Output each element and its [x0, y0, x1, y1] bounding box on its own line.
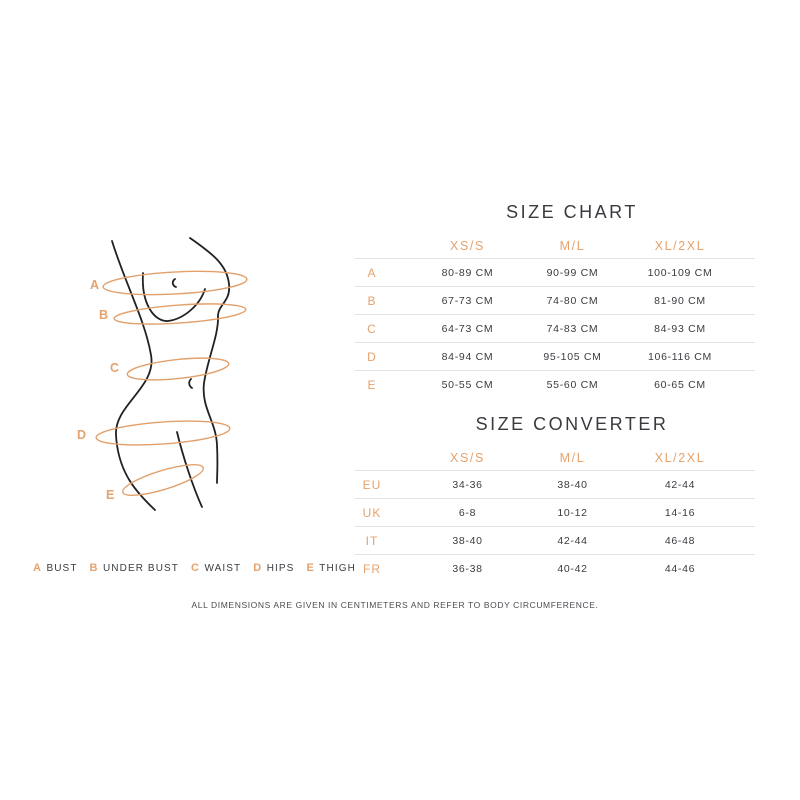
row-label: E: [367, 378, 377, 392]
row-label: B: [367, 294, 377, 308]
legend-letter: A: [33, 562, 42, 574]
legend-letter: E: [306, 562, 315, 574]
legend-label: UNDER BUST: [102, 563, 179, 574]
figure-marker-a: A: [90, 278, 100, 292]
navel-mark: [189, 379, 192, 388]
table-cell: 36-38: [452, 563, 483, 575]
measure-ellipse-thigh: [120, 459, 206, 502]
row-label: C: [367, 322, 377, 336]
table-row-e: [355, 370, 755, 398]
table-row-d: [355, 342, 755, 370]
size-chart-table: [355, 234, 755, 398]
inner-thigh-line: [177, 432, 202, 507]
table-cell: 14-16: [664, 507, 696, 519]
table-cell: 42-44: [664, 479, 696, 491]
column-header-empty: [355, 234, 415, 258]
body-measurement-figure: [65, 205, 275, 535]
table-row-a: [355, 258, 755, 286]
size-chart-header-row: [355, 234, 755, 258]
measure-ellipse-waist: [126, 354, 229, 384]
legend-item-thigh: [306, 562, 355, 574]
column-header-empty: [355, 446, 415, 470]
legend-item-bust: [33, 562, 78, 574]
legend-item-hips: [253, 562, 294, 574]
table-cell: 90-99 CM: [546, 267, 599, 279]
row-label: EU: [362, 478, 382, 492]
table-row-fr: [355, 554, 755, 582]
table-cell: 44-46: [664, 563, 696, 575]
table-cell: 55-60 CM: [546, 379, 599, 391]
legend-label: HIPS: [266, 563, 295, 574]
table-row-it: [355, 526, 755, 554]
table-cell: 106-116 CM: [647, 351, 712, 363]
table-cell: 74-83 CM: [546, 323, 599, 335]
column-header-ml: M/L: [559, 239, 586, 253]
column-header-ml: M/L: [559, 451, 586, 465]
table-cell: 67-73 CM: [441, 295, 494, 307]
table-row-eu: [355, 470, 755, 498]
table-cell: 60-65 CM: [654, 379, 706, 391]
table-cell: 10-12: [557, 507, 588, 519]
table-cell: 50-55 CM: [441, 379, 494, 391]
legend-label: WAIST: [204, 563, 242, 574]
row-label: A: [367, 266, 377, 280]
table-cell: 38-40: [557, 479, 588, 491]
table-cell: 74-80 CM: [546, 295, 599, 307]
legend-letter: B: [89, 562, 98, 574]
table-cell: 81-90 CM: [654, 295, 706, 307]
row-label: D: [367, 350, 377, 364]
row-label: IT: [365, 534, 379, 548]
table-cell: 80-89 CM: [441, 267, 494, 279]
column-header-xss: XS/S: [450, 239, 485, 253]
footnote: ALL DIMENSIONS ARE GIVEN IN CENTIMETERS AND REFER TO BODY CIRCUMFERENCE.: [191, 600, 599, 610]
column-header-xl2xl: XL/2XL: [654, 239, 706, 253]
legend-item-waist: [191, 562, 241, 574]
table-cell: 38-40: [452, 535, 483, 547]
column-header-xl2xl: XL/2XL: [654, 451, 706, 465]
table-cell: 42-44: [557, 535, 588, 547]
table-cell: 40-42: [557, 563, 588, 575]
table-row-c: [355, 314, 755, 342]
figure-marker-b: B: [99, 308, 109, 322]
measure-ellipse-underbust: [114, 300, 247, 327]
table-cell: 95-105 CM: [543, 351, 602, 363]
size-converter-title: SIZE CONVERTER: [475, 414, 669, 434]
row-label: UK: [362, 506, 382, 520]
figure-marker-c: C: [110, 361, 120, 375]
table-cell: 46-48: [664, 535, 696, 547]
table-row-b: [355, 286, 755, 314]
table-row-uk: [355, 498, 755, 526]
size-converter-header-row: [355, 446, 755, 470]
legend-letter: C: [191, 562, 200, 574]
torso-back-line: [112, 241, 155, 510]
figure-marker-d: D: [77, 428, 87, 442]
table-cell: 84-94 CM: [441, 351, 494, 363]
legend-label: BUST: [46, 563, 78, 574]
measurement-legend: [33, 562, 356, 574]
table-cell: 84-93 CM: [654, 323, 706, 335]
legend-label: THIGH: [319, 563, 356, 574]
size-chart-title: SIZE CHART: [506, 202, 638, 222]
legend-item-underbust: [90, 562, 179, 574]
row-label: FR: [363, 562, 381, 576]
table-cell: 100-109 CM: [647, 267, 713, 279]
legend-letter: D: [253, 562, 262, 574]
table-cell: 34-36: [452, 479, 483, 491]
nipple-mark: [173, 279, 176, 287]
table-cell: 64-73 CM: [441, 323, 494, 335]
size-converter-table: [355, 446, 755, 582]
measure-ellipse-bust: [103, 268, 248, 298]
torso-sketch: [112, 238, 229, 510]
column-header-xss: XS/S: [450, 451, 485, 465]
figure-marker-e: E: [106, 488, 115, 502]
table-cell: 6-8: [458, 507, 477, 519]
